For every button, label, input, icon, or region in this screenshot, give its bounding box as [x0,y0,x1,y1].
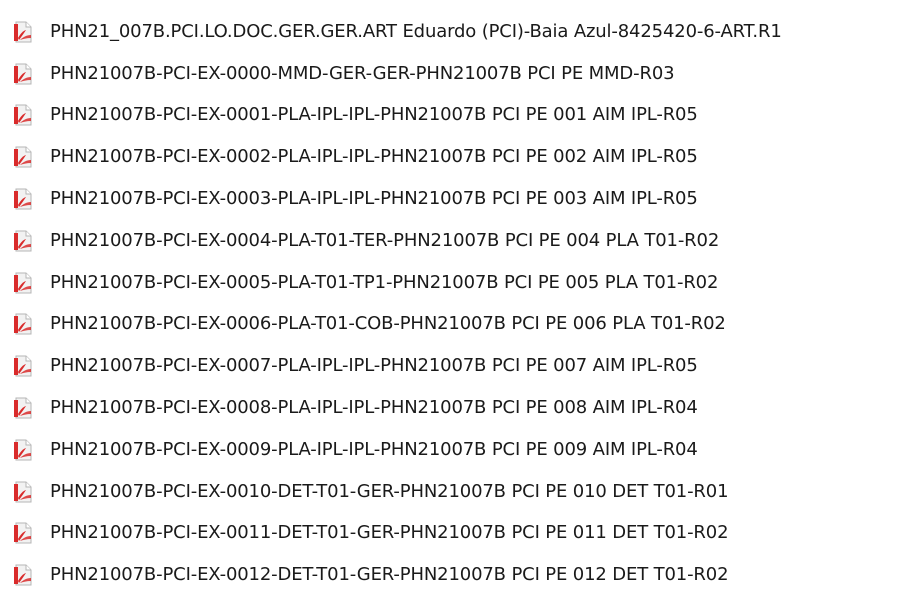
file-list-item[interactable] [10,513,916,555]
file-list-item[interactable] [10,220,916,262]
file-list-item[interactable] [10,345,916,387]
pdf-file-icon [10,353,36,379]
file-name: PHN21007B-PCI-EX-0008-PLA-IPL-IPL-PHN21007B PCI PE 008 AIM IPL-R04 [50,397,698,419]
file-list-item[interactable] [10,136,916,178]
file-name: PHN21007B-PCI-EX-0010-DET-T01-GER-PHN21007B PCI PE 010 DET T01-R01 [50,480,729,502]
pdf-file-icon [10,562,36,588]
file-list-item[interactable] [10,11,916,53]
file-list-item[interactable] [10,429,916,471]
file-name: PHN21007B-PCI-EX-0002-PLA-IPL-IPL-PHN21007B PCI PE 002 AIM IPL-R05 [50,146,698,168]
pdf-file-icon [10,270,36,296]
file-name: PHN21007B-PCI-EX-0007-PLA-IPL-IPL-PHN21007B PCI PE 007 AIM IPL-R05 [50,355,698,377]
file-name: PHN21007B-PCI-EX-0011-DET-T01-GER-PHN21007B PCI PE 011 DET T01-R02 [50,522,729,544]
pdf-file-icon [10,102,36,128]
pdf-file-icon [10,479,36,505]
file-list [10,0,916,596]
file-name: PHN21007B-PCI-EX-0012-DET-T01-GER-PHN21007B PCI PE 012 DET T01-R02 [50,564,729,586]
file-list-item[interactable] [10,387,916,429]
file-list-item[interactable] [10,471,916,513]
file-list-item[interactable] [10,95,916,137]
file-name: PHN21007B-PCI-EX-0001-PLA-IPL-IPL-PHN21007B PCI PE 001 AIM IPL-R05 [50,104,698,126]
file-list-item[interactable] [10,53,916,95]
pdf-file-icon [10,395,36,421]
file-list-item[interactable] [10,262,916,304]
pdf-file-icon [10,311,36,337]
file-name: PHN21007B-PCI-EX-0003-PLA-IPL-IPL-PHN21007B PCI PE 003 AIM IPL-R05 [50,188,698,210]
file-name: PHN21007B-PCI-EX-0006-PLA-T01-COB-PHN21007B PCI PE 006 PLA T01-R02 [50,313,726,335]
pdf-file-icon [10,144,36,170]
file-list-item[interactable] [10,554,916,596]
file-name: PHN21007B-PCI-EX-0000-MMD-GER-GER-PHN21007B PCI PE MMD-R03 [50,62,675,84]
file-list-item[interactable] [10,178,916,220]
file-name: PHN21_007B.PCI.LO.DOC.GER.GER.ART Eduardo (PCI)-Baia Azul-8425420-6-ART.R1 [50,20,782,42]
file-name: PHN21007B-PCI-EX-0004-PLA-T01-TER-PHN21007B PCI PE 004 PLA T01-R02 [50,229,720,251]
file-name: PHN21007B-PCI-EX-0005-PLA-T01-TP1-PHN21007B PCI PE 005 PLA T01-R02 [50,271,719,293]
pdf-file-icon [10,228,36,254]
pdf-file-icon [10,19,36,45]
pdf-file-icon [10,186,36,212]
pdf-file-icon [10,520,36,546]
file-list-item[interactable] [10,304,916,346]
pdf-file-icon [10,61,36,87]
file-name: PHN21007B-PCI-EX-0009-PLA-IPL-IPL-PHN21007B PCI PE 009 AIM IPL-R04 [50,438,698,460]
pdf-file-icon [10,437,36,463]
